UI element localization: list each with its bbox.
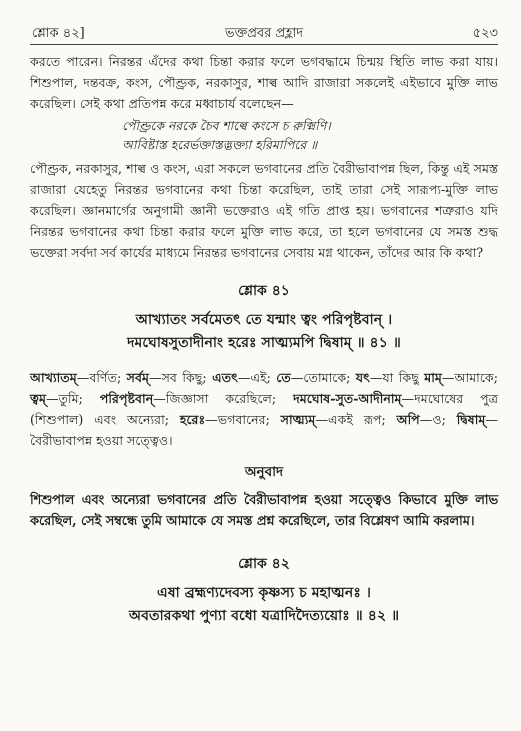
synonym-meaning: ও; <box>432 412 446 427</box>
verse-41-line-1: আখ্যাতং সর্বমেতৎ তে যন্মাং ত্বং পরিপৃষ্টবান্ । <box>135 312 393 328</box>
page-number: ৫২৩ <box>472 26 498 41</box>
synonym-term: সর্বম্ <box>126 370 149 385</box>
verse-42-line-2: অবতারকথা পুণ্যা বধো যত্রাদিদৈত্যয়োঃ ॥ ৪২ ॥ <box>128 608 400 624</box>
synonym-meaning: আমাকে; <box>454 370 498 385</box>
synonym-term: মাম্ <box>424 370 442 385</box>
synonym-term: পরিপৃষ্টবান্ <box>99 391 154 406</box>
verse-41-heading: শ্লোক ৪১ <box>238 283 290 299</box>
verse-41-translation: শিশুপাল এবং অন্যেরা ভগবানের প্রতি বৈরীভাবাপন্ন হওয়া সত্ত্বেও কিভাবে মুক্তি লাভ করেছিল, সেই সম্বন্ধে তুমি আমাকে যে সমস্ত প্রশ্ন করেছিলে, তার বিশ্লেষণ আমি করলাম। <box>30 493 498 529</box>
synonym-meaning: তোমাকে; <box>303 370 351 385</box>
intro-paragraph: করতে পারেন। নিরন্তর এঁদের কথা চিন্তা করার ফলে ভগবদ্ধামে চিন্ময় স্থিতি লাভ করা যায়। শিশুপাল, দন্তবক্র, কংস, পৌণ্ড্রক, নরকাসুর, শাল্ব আদি রাজারা সকলেই এইভাবে মুক্তি লাভ করেছিল। সেই কথা প্রতিপন্ন করে মধ্বাচার্য বলেছেন— <box>30 54 498 111</box>
synonym-meaning: একই রূপ; <box>328 412 386 427</box>
synonym-meaning: এই; <box>250 370 271 385</box>
quote-line-1: পৌণ্ড্রকে নরকে চৈব শাল্বে কংসে চ রুক্মিণি। <box>122 118 331 133</box>
synonym-term: যৎ <box>355 370 370 385</box>
synonym-meaning: জিজ্ঞাসা করেছিলে; <box>165 391 277 406</box>
verse-41-line-2: দমঘোষসুতাদীনাং হরেঃ সাত্ম্যমপি দ্বিষাম্ ॥ ৪১ ॥ <box>127 335 401 351</box>
synonym-term: হরেঃ <box>179 412 206 427</box>
verse-41-synonyms: আখ্যাতম্—বর্ণিত; সর্বম্—সব কিছু; এতৎ—এই; তে—তোমাকে; যৎ—যা কিছু মাম্—আমাকে; ত্বম্—তুমি; পরিপৃষ্টবান্—জিজ্ঞাসা করেছিলে; দমঘোষ-সুত-আদীনাম্—দমঘোষের পুত্র (শিশুপাল) এবং অন্যেরা; হরেঃ—ভগবানের; সাত্ম্যম্—একই রূপ; অপি—ও; দ্বিষাম্—বৈরীভাবাপন্ন হওয়া সত্ত্বেও। <box>30 370 498 448</box>
quote-line-2: আবিষ্টাস্ত হরের্ভক্তাস্তদ্ভক্ত্যা হরিমাপিরে ॥ <box>122 137 318 152</box>
synonym-term: সাত্ম্যম্ <box>280 412 316 427</box>
verse-42-line-1: এষা ব্রহ্মণ্যদেবস্য কৃষ্ণস্য চ মহাত্মনঃ । <box>157 585 371 601</box>
synonym-meaning: দমঘোষের পুত্র (শিশুপাল) এবং অন্যেরা; <box>30 391 498 427</box>
header-verse-ref: শ্লোক ৪২] <box>32 26 85 41</box>
synonym-term: আখ্যাতম্ <box>30 370 77 385</box>
synonym-meaning: ভগবানের; <box>217 412 270 427</box>
quote-block <box>30 116 498 154</box>
synonym-meaning: তুমি; <box>58 391 83 406</box>
page-header <box>30 18 498 44</box>
synonym-meaning: যা কিছু <box>382 370 419 385</box>
synonym-meaning: বর্ণিত; <box>89 370 122 385</box>
verse-42-heading: শ্লোক ৪২ <box>238 556 290 572</box>
translation-heading: অনুবাদ <box>244 464 284 480</box>
synonym-meaning: বৈরীভাবাপন্ন হওয়া সত্ত্বেও। <box>30 433 173 448</box>
synonym-meaning: সব কিছু; <box>161 370 207 385</box>
explanation-paragraph: পৌণ্ড্রক, নরকাসুর, শাল্ব ও কংস, এরা সকলে ভগবানের প্রতি বৈরীভাবাপন্ন ছিল, কিন্তু এই সমস্ত রাজারা যেহেতু নিরন্তর ভগবানের কথা চিন্তা করেছিল, তাই তারা সেই সারূপ্য-মুক্তি লাভ করেছিল। জ্ঞানমার্গের অনুগামী জ্ঞানী ভক্তেরাও এই গতি প্রাপ্ত হয়। ভগবানের শত্রুরাও যদি নিরন্তর ভগবানের কথা চিন্তা করার ফলে মুক্তি লাভ করে, তা হলে ভগবানের যে সমস্ত শুদ্ধ ভক্তেরা সর্বদা সর্ব কার্যের মাধ্যমে নিরন্তর ভগবানের সেবায় মগ্ন থাকেন, তাঁদের আর কি কথা? <box>30 161 498 260</box>
synonym-term: অপি <box>396 412 420 427</box>
synonym-term: দমঘোষ-সুত-আদীনাম্ <box>293 391 402 406</box>
synonym-term: এতৎ <box>212 370 238 385</box>
synonym-term: ত্বম্ <box>30 391 46 406</box>
header-chapter-title: ভক্তপ্রবর প্রহ্লাদ <box>224 26 304 41</box>
page <box>30 18 498 628</box>
synonym-term: তে <box>276 370 291 385</box>
synonym-term: দ্বিষাম্ <box>456 412 486 427</box>
